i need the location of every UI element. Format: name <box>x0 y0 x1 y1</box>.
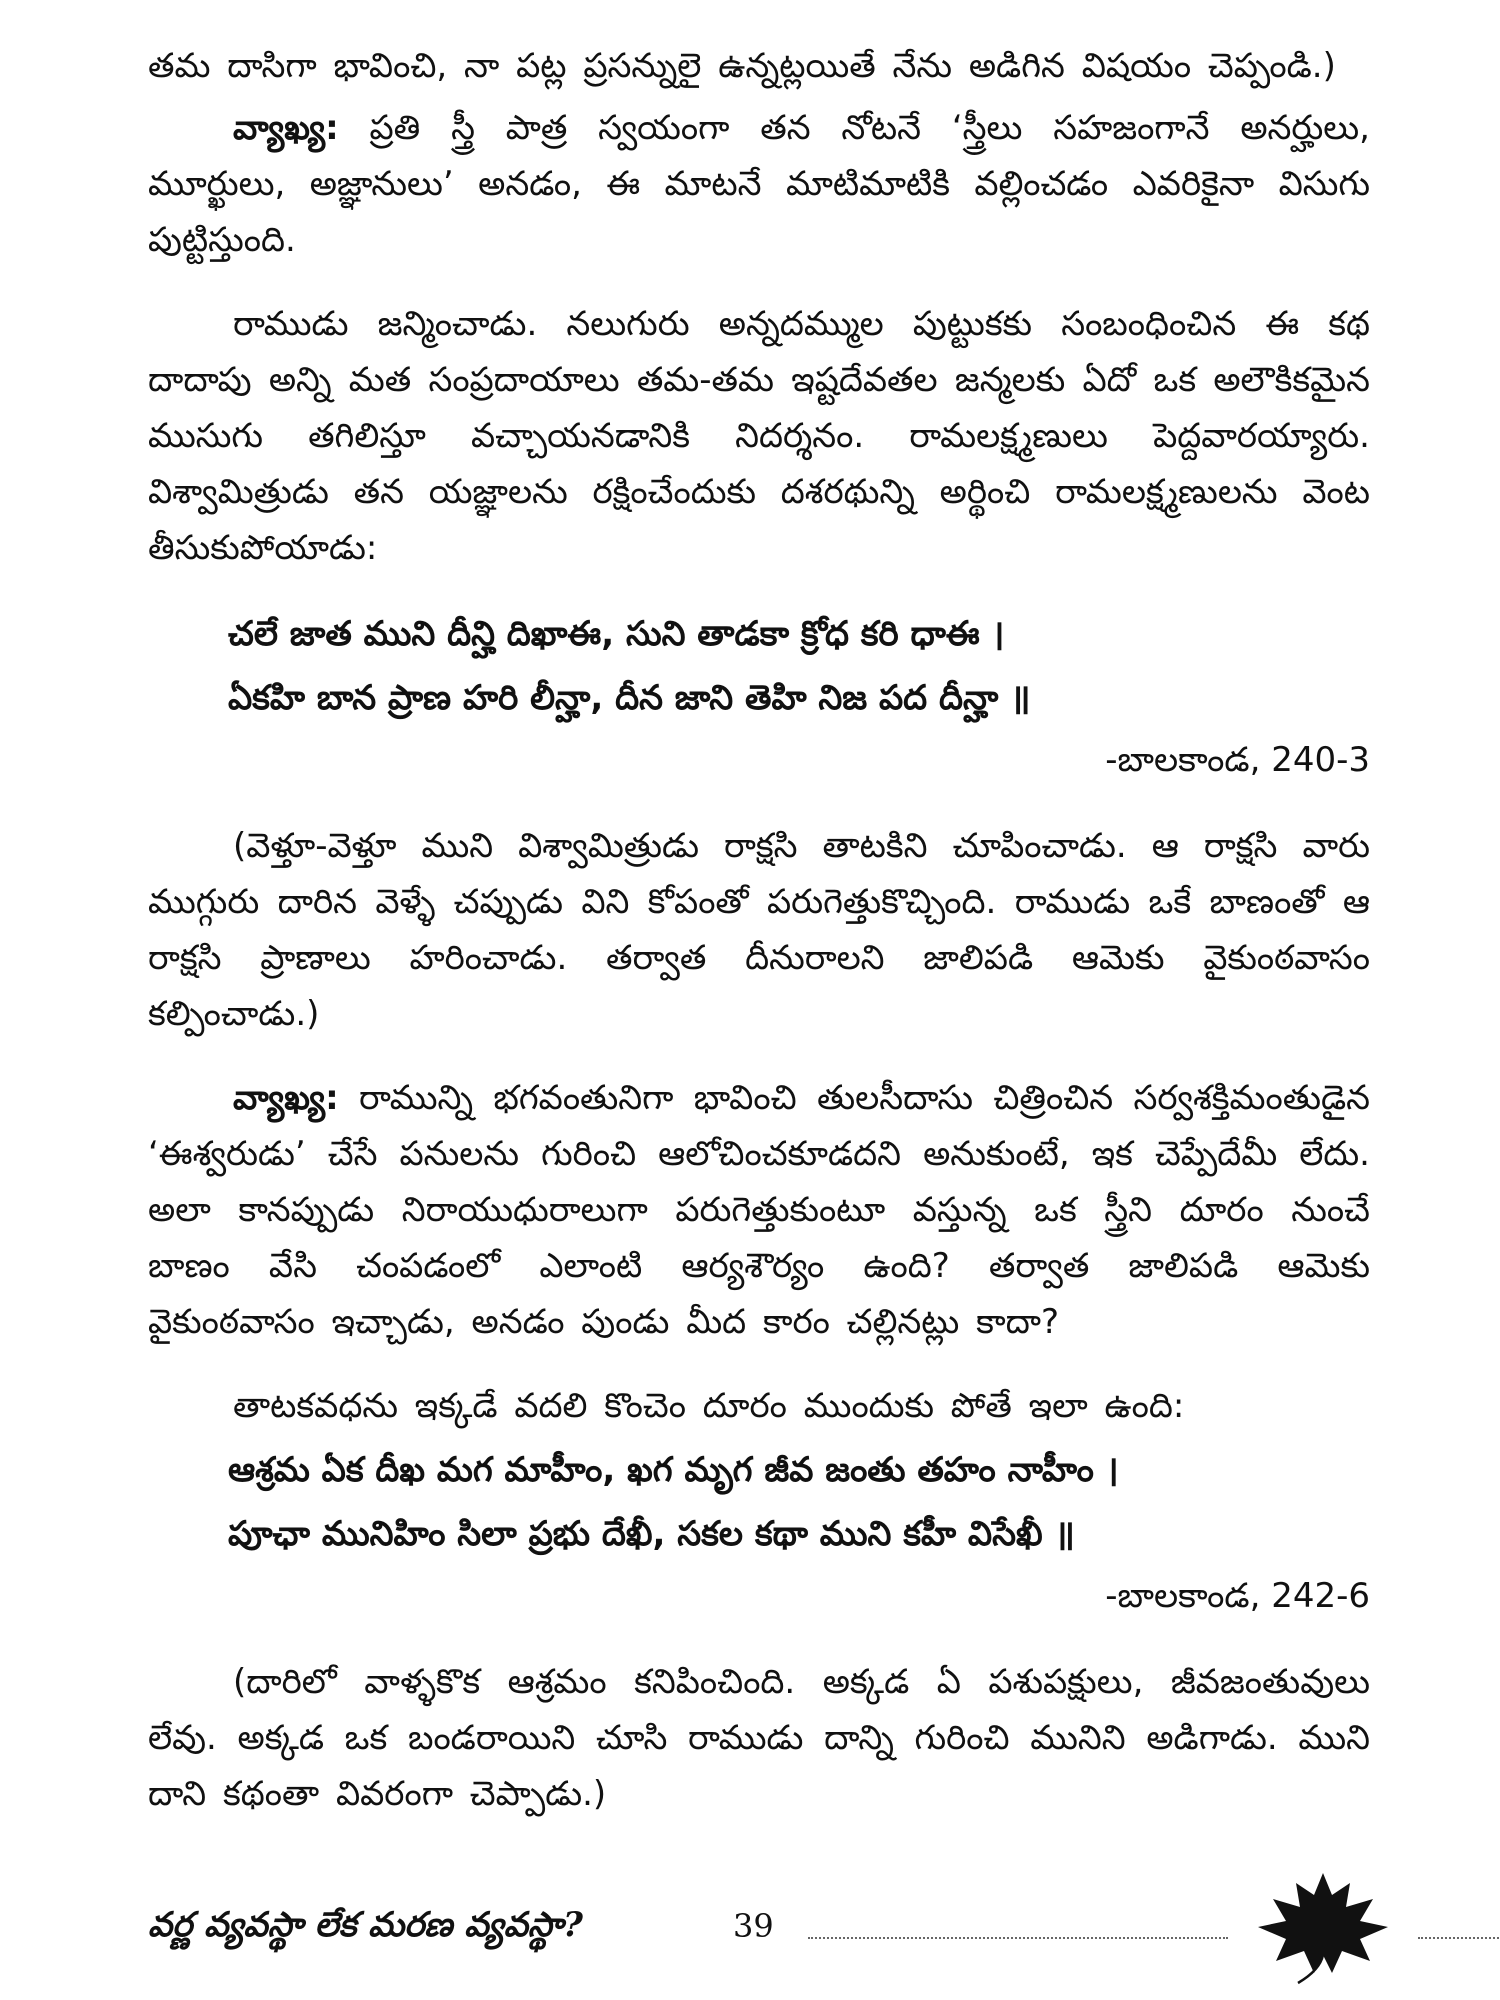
transition-paragraph: తాటకవధను ఇక్కడే వదలి కొంచెం దూరం ముందుకు పోతే ఇలా ఉంది: <box>233 1386 1185 1426</box>
verse-line: పూఛా మునిహిం సిలా ప్రభు దేఖీ, సకల కథా ముని కహీ విసేఖీ ॥ <box>228 1514 1075 1554</box>
narrative-paragraph: రాముడు జన్మించాడు. నలుగురు అన్నదమ్ముల పుట్టుకకు సంబంధించిన ఈ కథ దాదాపు అన్ని మత సంప్రదాయాలు తమ-తమ ఇష్టదేవతల జన్మలకు ఏదో ఒక అలౌకికమైన ముసుగు తగిలిస్తూ వచ్చాయనడానికి నిదర్శనం. రామలక్ష్మణులు పెద్దవారయ్యారు. విశ్వామిత్రుడు తన యజ్ఞాలను రక్షించేందుకు దశరథున్ని అర్థించి రామలక్ష్మణులను వెంట తీసుకుపోయాడు: <box>148 304 1370 568</box>
commentary-paragraph-2 <box>148 1070 1370 1350</box>
commentary-label: వ్యాఖ్య: <box>233 108 339 148</box>
verse-line: ఆశ్రమ ఏక దీఖ మగ మాహీం, ఖగ మృగ జీవ జంతు తహం నాహీం । <box>228 1450 1119 1490</box>
footer-dotted-rule <box>808 1937 1228 1939</box>
maple-leaf-icon <box>1228 1865 1418 1985</box>
verse-line: చలే జాత ముని దీన్హి దిఖాఈ, సుని తాడకా క్రోధ కరి ధాఈ । <box>228 614 1005 654</box>
footer-dotted-rule <box>1418 1937 1500 1939</box>
commentary-text: ప్రతి స్త్రీ పాత్ర స్వయంగా తన నోటనే ‘స్త్రీలు సహజంగానే అనర్హులు, మూర్ఖులు, అజ్ఞానులు’ అనడం, ఈ మాటనే మాటిమాటికి వల్లించడం ఎవరికైనా విసుగు పుట్టిస్తుంది. <box>148 108 1370 260</box>
paragraph-continuation: తమ దాసిగా భావించి, నా పట్ల ప్రసన్నులై ఉన్నట్లయితే నేను అడిగిన విషయం చెప్పండి.) <box>148 46 1336 86</box>
verse-source: -బాలకాండ, 240-3 <box>1105 740 1370 780</box>
verse-line: ఏకహి బాన ప్రాణ హరి లీన్హా, దీన జాని తెహి నిజ పద దీన్హా ॥ <box>228 678 1031 718</box>
verse-source: -బాలకాండ, 242-6 <box>1105 1576 1370 1616</box>
commentary-paragraph-1 <box>148 100 1370 268</box>
page-body <box>148 38 1370 1850</box>
page-footer <box>148 1905 1408 1965</box>
commentary-text: రామున్ని భగవంతునిగా భావించి తులసీదాసు చిత్రించిన సర్వశక్తిమంతుడైన ‘ఈశ్వరుడు’ చేసే పనులను గురించి ఆలోచించకూడదని అనుకుంటే, ఇక చెప్పేదేమీ లేదు. అలా కానప్పుడు నిరాయుధురాలుగా పరుగెత్తుకుంటూ వస్తున్న ఒక స్త్రీని దూరం నుంచే బాణం వేసి చంపడంలో ఎలాంటి ఆర్యశౌర్యం ఉంది? తర్వాత జాలిపడి ఆమెకు వైకుంఠవాసం ఇచ్చాడు, అనడం పుండు మీద కారం చల్లినట్లు కాదా? <box>148 1078 1370 1342</box>
commentary-label: వ్యాఖ్య: <box>233 1078 339 1118</box>
page-number: 39 <box>733 1907 774 1945</box>
book-title: వర్ణ వ్యవస్థా లేక మరణ వ్యవస్థా? <box>148 1905 583 1945</box>
translation-paragraph: (వెళ్తూ-వెళ్తూ ముని విశ్వామిత్రుడు రాక్షసి తాటకిని చూపించాడు. ఆ రాక్షసి వారు ముగ్గురు దారిన వెళ్ళే చప్పుడు విని కోపంతో పరుగెత్తుకొచ్చింది. రాముడు ఒకే బాణంతో ఆ రాక్షసి ప్రాణాలు హరించాడు. తర్వాత దీనురాలని జాలిపడి ఆమెకు వైకుంఠవాసం కల్పించాడు.) <box>148 826 1370 1034</box>
translation-paragraph: (దారిలో వాళ్ళకొక ఆశ్రమం కనిపించింది. అక్కడ ఏ పశుపక్షులు, జీవజంతువులు లేవు. అక్కడ ఒక బండరాయిని చూసి రాముడు దాన్ని గురించి మునిని అడిగాడు. ముని దాని కథంతా వివరంగా చెప్పాడు.) <box>148 1662 1370 1814</box>
